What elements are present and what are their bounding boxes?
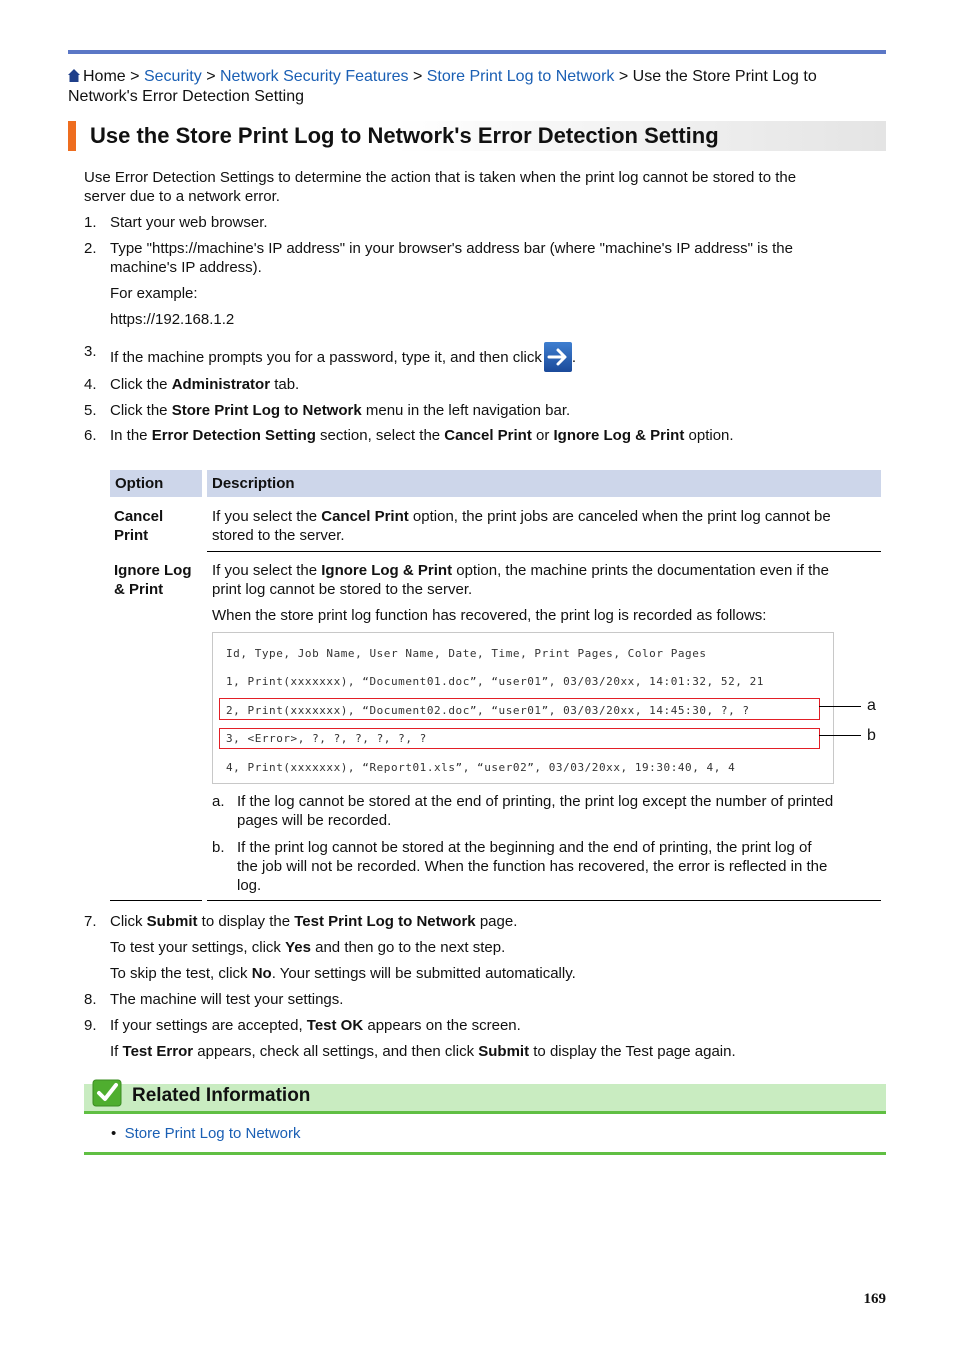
table-header-option: Option [110,470,202,497]
table-row-divider [207,551,881,552]
breadcrumb-current-cont: Network's Error Detection Setting [68,88,305,105]
intro-paragraph: Use Error Detection Settings to determine the action that is taken when the print log cannot be stored to the server due to a network error. [84,169,797,205]
related-link-item: • Store Print Log to Network [111,1125,301,1142]
step-9-error: If Test Error appears, check all settings, and then click Submit to display the Test page again. [110,1043,736,1060]
table-row-2-note: When the store print log function has recovered, the print log is recorded as follows: [212,607,767,624]
breadcrumb: Home > Security > Network Security Features > Store Print Log to Network > Use the Store Print Log to Network's Error Detection Setting [68,68,817,105]
callout-label-a: a [867,697,876,714]
related-info-title: Related Information [132,1085,311,1106]
page-title: Use the Store Print Log to Network's Error Detection Setting [90,123,719,148]
step-7-skip: To skip the test, click No. Your settings will be submitted automatically. [110,965,576,982]
code-line-1: 1, Print(xxxxxxx), “Document01.doc”, “user01”, 03/03/20xx, 14:01:32, 52, 21 [226,675,764,688]
code-line-4: 4, Print(xxxxxxx), “Report01.xls”, “user02”, 03/03/20xx, 19:30:40, 4, 4 [226,761,736,774]
table-row-1-option: Cancel Print [114,508,164,544]
code-line-3: 3, <Error>, ?, ?, ?, ?, ?, ? [226,732,427,745]
table-bottom-rule-left [110,900,202,901]
table-row-2-option: Ignore Log & Print [114,562,192,598]
checkmark-icon [92,1079,122,1107]
highlight-box-b [219,728,820,749]
related-info-rule [84,1111,886,1114]
breadcrumb-home[interactable]: Home [83,68,126,85]
breadcrumb-current: Use the Store Print Log to [632,68,817,85]
title-marker [68,121,76,151]
home-icon [68,69,80,82]
step-2-example-label: For example: [110,285,198,302]
step-2-example-value: https://192.168.1.2 [110,311,235,328]
table-row-1-description: If you select the Cancel Print option, the print jobs are canceled when the print log cannot be stored to the server. [212,508,831,544]
callout-label-b: b [867,727,876,744]
step-7-test: To test your settings, click Yes and then go to the next step. [110,939,506,956]
bottom-rule [84,1152,886,1155]
arrow-right-icon [544,342,572,372]
callout-line-b [819,735,861,736]
breadcrumb-link-security[interactable]: Security [143,68,202,85]
breadcrumb-link-network-security[interactable]: Network Security Features [219,68,409,85]
code-line-header: Id, Type, Job Name, User Name, Date, Time, Print Pages, Color Pages [226,647,707,660]
title-banner [68,121,886,151]
page-number: 169 [863,1291,886,1307]
print-log-example [212,632,834,784]
callout-line-a [819,706,861,707]
table-bottom-rule-right [207,900,881,901]
code-line-2: 2, Print(xxxxxxx), “Document02.doc”, “user01”, 03/03/20xx, 14:45:30, ?, ? [226,704,750,717]
highlight-box-a [219,698,820,720]
top-rule [68,50,886,54]
table-header-description: Description [207,470,881,497]
breadcrumb-link-store-print-log[interactable]: Store Print Log to Network [426,68,615,85]
related-link-store-print-log[interactable]: Store Print Log to Network [124,1125,301,1142]
table-row-2-description: If you select the Ignore Log & Print option, the machine prints the documentation even if the print log cannot be stored to the server. [212,562,829,598]
